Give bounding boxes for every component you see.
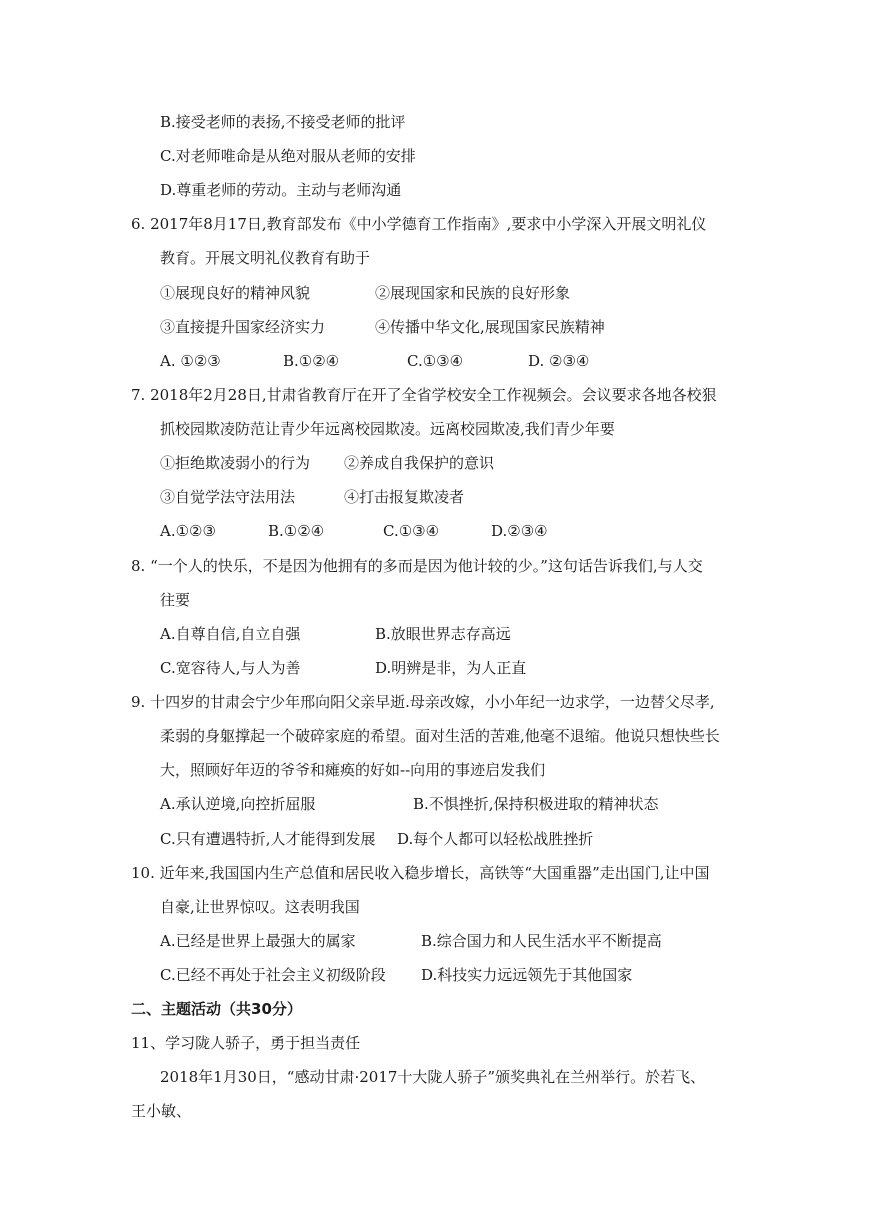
q7-stem-line2: 抓校园欺凌防范让青少年远离校园欺凌。远离校园欺凌,我们青少年要	[160, 420, 615, 438]
q5-option-d: D.尊重老师的劳动。主动与老师沟通	[160, 181, 402, 199]
q7-stem-line1: 7. 2018年2月28日,甘肃省教育厅在开了全省学校安全工作视频会。会议要求各地各校狠	[131, 386, 717, 404]
q8-option-b: B.放眼世界志存高远	[375, 625, 511, 643]
q10-stem-line1: 10. 近年来,我国国内生产总值和居民收入稳步增长，高铁等“大国重器”走出国门,让中国	[131, 864, 710, 882]
q9-stem-line1: 9. 十四岁的甘肃会宁少年邢向阳父亲早逝.母亲改嫁，小小年纪一边求学，一边替父尽孝,	[131, 693, 715, 711]
q11-para-line1: 2018年1月30日，“感动甘肃·2017十大陇人骄子”颁奖典礼在兰州举行。於若飞、	[160, 1068, 706, 1086]
q6-option-a: A. ①②③	[160, 352, 221, 370]
q7-item3: ③自觉学法守法用法	[160, 488, 296, 506]
section2-heading: 二、主题活动（共30分）	[131, 1000, 302, 1018]
q6-stem-line2: 教育。开展文明礼仪教育有助于	[160, 249, 371, 267]
q7-option-a: A.①②③	[160, 522, 216, 540]
q6-item4: ④传播中华文化,展现国家民族精神	[375, 318, 605, 336]
q11-para-line2: 王小敏、	[131, 1102, 192, 1120]
q8-option-c: C.宽容待人,与人为善	[160, 659, 301, 677]
q9-option-d: D.每个人都可以轻松战胜挫折	[397, 830, 594, 848]
q7-item2: ②养成自我保护的意识	[344, 454, 495, 472]
q7-option-b: B.①②④	[268, 522, 325, 540]
q11-title: 11、学习陇人骄子，勇于担当责任	[131, 1034, 361, 1052]
q10-option-b: B.综合国力和人民生活水平不断提高	[421, 932, 662, 950]
q8-stem-line1: 8. “一个人的快乐，不是因为他拥有的多而是因为他计较的少。”这句话告诉我们,与人交	[131, 557, 703, 575]
q6-item3: ③直接提升国家经济实力	[160, 318, 326, 336]
q8-stem-line2: 往要	[160, 591, 191, 609]
q6-option-d: D. ②③④	[528, 352, 590, 370]
q6-option-c: C.①③④	[407, 352, 464, 370]
q9-option-a: A.承认逆境,向控折屈服	[160, 795, 316, 813]
q6-option-b: B.①②④	[283, 352, 340, 370]
q10-stem-line2: 自豪,让世界惊叹。这表明我国	[160, 898, 360, 916]
q8-option-d: D.明辨是非，为人正直	[375, 659, 527, 677]
q8-option-a: A.自尊自信,自立自强	[160, 625, 301, 643]
q6-item1: ①展现良好的精神风貌	[160, 284, 311, 302]
q6-stem-line1: 6. 2017年8月17日,教育部发布《中小学德育工作指南》,要求中小学深入开展文明礼仪	[131, 215, 707, 233]
q7-option-d: D.②③④	[491, 522, 548, 540]
q7-item4: ④打击报复欺凌者	[344, 488, 465, 506]
q5-option-c: C.对老师唯命是从绝对服从老师的安排	[160, 147, 416, 165]
q6-item2: ②展现国家和民族的良好形象	[375, 284, 571, 302]
q7-option-c: C.①③④	[383, 522, 440, 540]
q9-option-c: C.只有遭遇特折,人才能得到发展	[160, 830, 376, 848]
q10-option-a: A.已经是世界上最强大的属家	[160, 932, 356, 950]
q9-stem-line3: 大，照顾好年迈的爷爷和瘫痪的好如--向用的事迹启发我们	[160, 761, 546, 779]
q9-stem-line2: 柔弱的身躯撑起一个破碎家庭的希望。面对生活的苦难,他毫不退缩。他说只想快些长	[160, 727, 720, 745]
q5-option-b: B.接受老师的表扬,不接受老师的批评	[160, 113, 406, 131]
q10-option-c: C.已经不再处于社会主义初级阶段	[160, 966, 386, 984]
q9-option-b: B.不惧挫折,保持积极进取的精神状态	[413, 795, 659, 813]
q7-item1: ①拒绝欺凌弱小的行为	[160, 454, 311, 472]
q10-option-d: D.科技实力远远领先于其他国家	[421, 966, 633, 984]
